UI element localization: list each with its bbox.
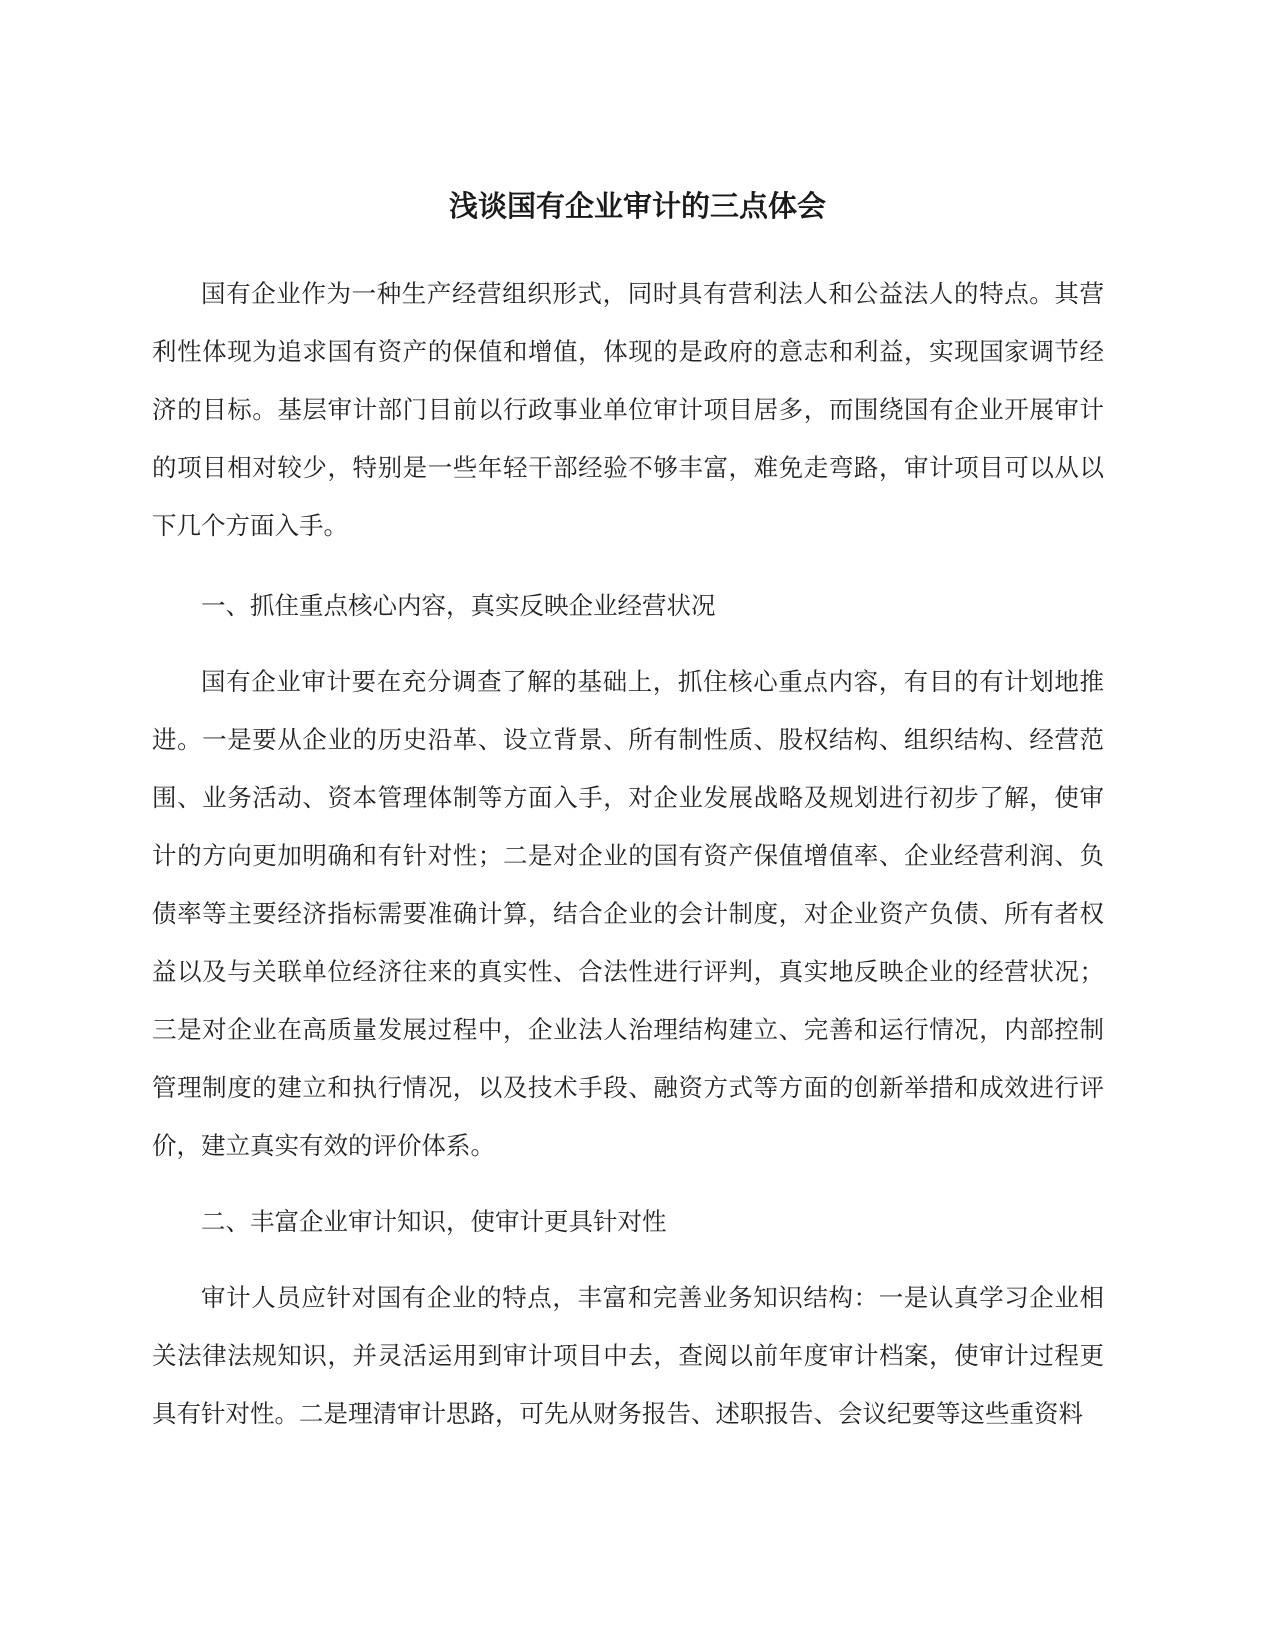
section-heading-1: 一、抓住重点核心内容，真实反映企业经营状况 [201,591,716,620]
body-paragraph-intro: 国有企业作为一种生产经营组织形式，同时具有营利法人和公益法人的特点。其营利性体现为追求国有资产的保值和增值，体现的是政府的意志和利益，实现国家调节经济的目标。基层审计部门目前以行政事业单位审计项目居多，而围绕国有企业开展审计的项目相对较少，特别是一些年轻干部经验不够丰富，难免走弯路，审计项目可以从以下几个方面入手。 [152,279,1104,540]
section-heading-2: 二、丰富企业审计知识，使审计更具针对性 [201,1207,667,1236]
body-paragraph-section-2: 审计人员应针对国有企业的特点，丰富和完善业务知识结构：一是认真学习企业相关法律法规知识，并灵活运用到审计项目中去，查阅以前年度审计档案，使审计过程更具有针对性。二是理清审计思路，可先从财务报告、述职报告、会议纪要等这些重资料 [152,1283,1104,1428]
document-title: 浅谈国有企业审计的三点体会 [448,189,826,223]
body-paragraph-section-1: 国有企业审计要在充分调查了解的基础上，抓住核心重点内容，有目的有计划地推进。一是要从企业的历史沿革、设立背景、所有制性质、股权结构、组织结构、经营范围、业务活动、资本管理体制等方面入手，对企业发展战略及规划进行初步了解，使审计的方向更加明确和有针对性；二是对企业的国有资产保值增值率、企业经营利润、负债率等主要经济指标需要准确计算，结合企业的会计制度，对企业资产负债、所有者权益以及与关联单位经济往来的真实性、合法性进行评判，真实地反映企业的经营状况；三是对企业在高质量发展过程中，企业法人治理结构建立、完善和运行情况，内部控制管理制度的建立和执行情况，以及技术手段、融资方式等方面的创新举措和成效进行评价，建立真实有效的评价体系。 [152,667,1104,1160]
